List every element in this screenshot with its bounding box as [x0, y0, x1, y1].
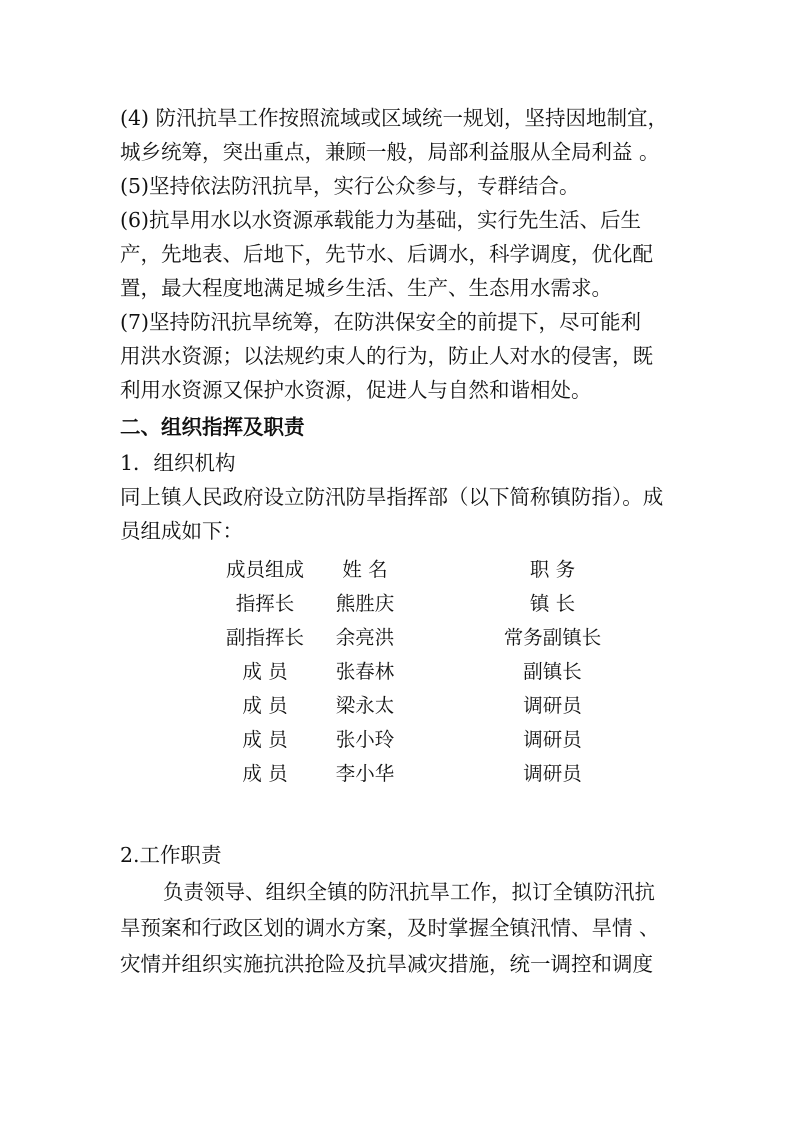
- section-2-heading: 二、组织指挥及职责: [120, 415, 305, 439]
- member-position: 调研员: [523, 694, 582, 717]
- subsection-2-heading: 2.工作职责: [120, 843, 222, 867]
- member-name: 余亮洪: [335, 626, 395, 649]
- organization-text-line-2: 员组成如下：: [120, 519, 243, 543]
- duties-text-line-3: 灾情并组织实施抗洪抢险及抗旱减灾措施，统一调控和调度: [120, 952, 653, 976]
- member-name: 张小玲: [335, 728, 395, 751]
- member-name: 梁永太: [335, 694, 395, 717]
- header-role: 成员组成: [225, 558, 304, 581]
- member-role: 成 员: [242, 694, 288, 717]
- principle-6-line-1: (6)抗旱用水以水资源承载能力为基础，实行先生活、后生: [120, 208, 642, 232]
- member-name: 李小华: [335, 762, 395, 785]
- members-table: [200, 551, 705, 789]
- member-role: 成 员: [242, 660, 288, 683]
- member-role: 副指挥长: [225, 626, 304, 649]
- principle-7-line-3: 利用水资源又保护水资源，促进人与自然和谐相处。: [120, 378, 592, 402]
- header-position: 职 务: [529, 558, 576, 581]
- table-row: [200, 755, 705, 789]
- principle-7-line-1: (7)坚持防汛抗旱统筹，在防洪保安全的前提下，尽可能利: [120, 310, 642, 334]
- subsection-1-heading: 1．组织机构: [120, 451, 236, 475]
- header-name: 姓 名: [342, 558, 388, 581]
- member-position: 副镇长: [523, 660, 582, 683]
- member-role: 成 员: [242, 762, 288, 785]
- table-row: [200, 619, 705, 653]
- principle-6-line-2: 产，先地表、后地下，先节水、后调水，科学调度，优化配: [120, 242, 653, 266]
- principle-4-line-2: 城乡统筹，突出重点，兼顾一般，局部利益服从全局利益 。: [120, 140, 660, 164]
- member-position: 常务副镇长: [503, 626, 602, 649]
- member-position: 调研员: [523, 728, 582, 751]
- duties-text-line-2: 旱预案和行政区划的调水方案，及时掌握全镇汛情、旱情 、: [120, 916, 660, 940]
- table-row: [200, 721, 705, 755]
- principle-4-line-1: (4) 防汛抗旱工作按照流域或区域统一规划，坚持因地制宜，: [120, 106, 669, 130]
- principle-6-line-3: 置，最大程度地满足城乡生活、生产、生态用水需求。: [120, 276, 612, 300]
- table-row: [200, 687, 705, 721]
- principle-5-line-1: (5)坚持依法防汛抗旱，实行公众参与，专群结合。: [120, 174, 580, 198]
- member-position: 调研员: [523, 762, 582, 785]
- table-header-row: [200, 551, 705, 585]
- member-role: 成 员: [242, 728, 288, 751]
- table-row: [200, 585, 705, 619]
- member-name: 张春林: [335, 660, 395, 683]
- organization-text-line-1: 同上镇人民政府设立防汛防旱指挥部（以下简称镇防指）。成: [120, 485, 664, 509]
- member-role: 指挥长: [235, 592, 295, 615]
- table-row: [200, 653, 705, 687]
- duties-text-line-1: 负责领导、组织全镇的防汛抗旱工作，拟订全镇防汛抗: [163, 880, 655, 904]
- principle-7-line-2: 用洪水资源；以法规约束人的行为，防止人对水的侵害，既: [120, 344, 653, 368]
- member-name: 熊胜庆: [335, 592, 395, 615]
- member-position: 镇 长: [529, 592, 576, 615]
